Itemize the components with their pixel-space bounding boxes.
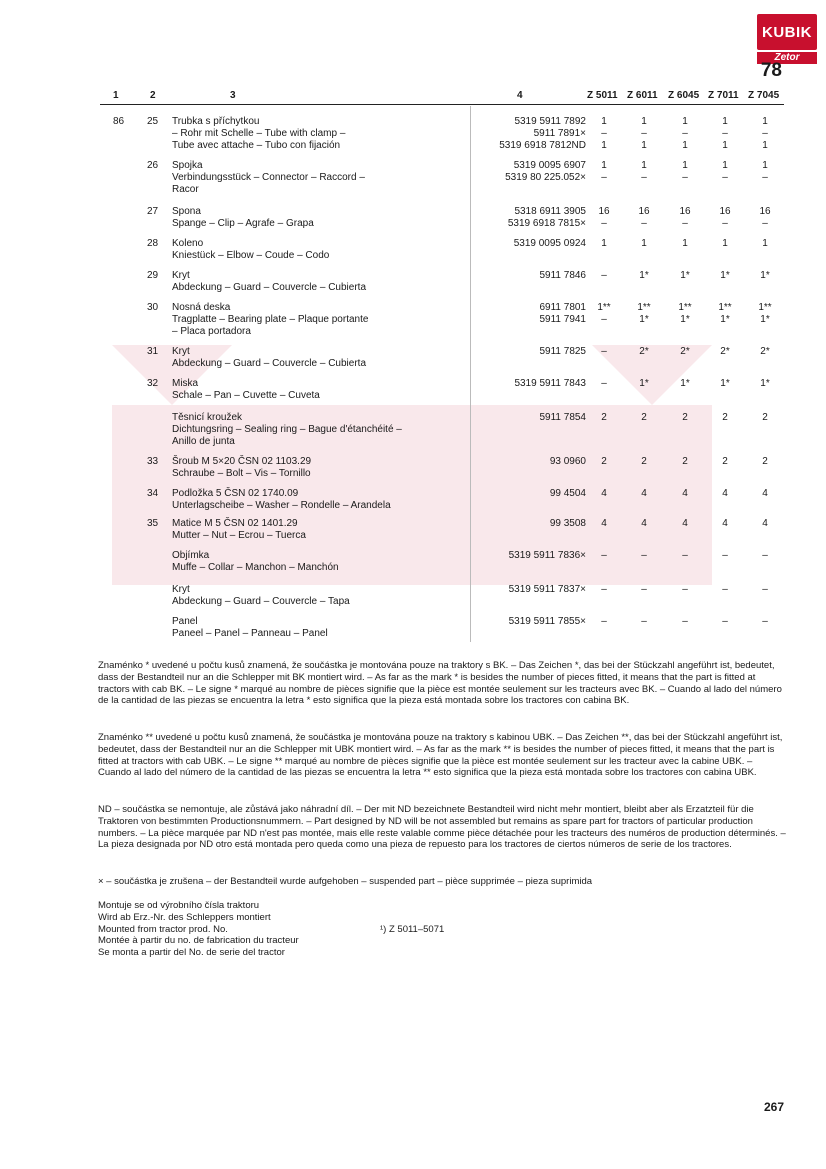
part-number: 99 3508: [549, 518, 586, 529]
row-position: 34: [147, 488, 159, 499]
quantity-cell: 4: [722, 488, 728, 499]
row-part-numbers: [480, 616, 586, 628]
quantity-cell: 2*: [720, 346, 730, 357]
row-description: [172, 616, 472, 640]
quantity-cell: 1: [601, 238, 607, 249]
quantity-cell: 1: [601, 160, 607, 171]
quantity-cell: 4: [601, 488, 607, 499]
note-suppressed: × – součástka je zrušena – der Bestandteil wurde aufgehoben – suspended part – pièce supprimée – pieza suprimida: [98, 876, 593, 887]
row-part-numbers: [480, 116, 586, 152]
quantity-cell: 2: [682, 456, 688, 467]
row-position: 30: [147, 302, 159, 313]
quantity-cell: –: [641, 584, 647, 595]
quantity-cell: 2: [682, 412, 688, 423]
quantity-cell: –: [722, 128, 728, 139]
part-number: 5911 7854: [539, 412, 586, 423]
row-part-numbers: [480, 550, 586, 562]
quantity-cell: 4: [641, 518, 647, 529]
row-position: 31: [147, 346, 159, 357]
col-header-3: 3: [230, 90, 236, 101]
quantity-cell: –: [682, 616, 688, 627]
quantity-cell: –: [762, 128, 768, 139]
quantity-cell: –: [722, 616, 728, 627]
row-part-numbers: [480, 518, 586, 530]
quantity-cell: –: [762, 584, 768, 595]
description-line: Abdeckung – Guard – Couvercle – Tapa: [172, 596, 350, 607]
row-part-numbers: [480, 238, 586, 250]
row-description: [172, 584, 472, 608]
quantity-cell: –: [762, 172, 768, 183]
description-line: Anillo de junta: [172, 436, 235, 447]
quantity-cell: 1*: [760, 270, 770, 281]
quantity-cell: 1: [601, 116, 607, 127]
quantity-cell: –: [682, 218, 688, 229]
quantity-cell: –: [601, 584, 607, 595]
quantity-cell: 1: [722, 116, 728, 127]
quantity-cell: 16: [679, 206, 691, 217]
quantity-cell: 1*: [760, 378, 770, 389]
row-description: [172, 488, 472, 512]
quantity-cell: 1: [641, 160, 647, 171]
quantity-cell: 1**: [597, 302, 611, 313]
quantity-cell: –: [682, 128, 688, 139]
row-description: [172, 412, 472, 448]
description-line: Trubka s příchytkou: [172, 116, 260, 127]
description-line: Schale – Pan – Cuvette – Cuveta: [172, 390, 320, 401]
quantity-cell: 1*: [720, 270, 730, 281]
quantity-cell: 2: [641, 456, 647, 467]
row-description: [172, 238, 472, 262]
row-position: 33: [147, 456, 159, 467]
part-number: 99 4504: [549, 488, 586, 499]
description-line: Těsnicí kroužek: [172, 412, 243, 423]
part-number: 5911 7846: [539, 270, 586, 281]
quantity-cell: 16: [598, 206, 610, 217]
quantity-cell: 1: [641, 238, 647, 249]
description-line: Tragplatte – Bearing plate – Plaque portante: [172, 314, 369, 325]
quantity-cell: –: [601, 346, 607, 357]
part-number: 5319 0095 0924: [513, 238, 586, 249]
col-header-4: 4: [517, 90, 523, 101]
description-line: Objímka: [172, 550, 210, 561]
quantity-cell: –: [762, 550, 768, 561]
quantity-cell: 1: [682, 238, 688, 249]
quantity-cell: 2: [762, 456, 768, 467]
description-line: Spojka: [172, 160, 203, 171]
quantity-cell: 1: [682, 160, 688, 171]
quantity-cell: 2*: [639, 346, 649, 357]
description-line: Mutter – Nut – Ecrou – Tuerca: [172, 530, 306, 541]
quantity-cell: 4: [762, 518, 768, 529]
description-line: Spona: [172, 206, 201, 217]
quantity-cell: –: [601, 378, 607, 389]
quantity-cell: 1*: [639, 270, 649, 281]
part-number: 5318 6911 3905: [514, 206, 586, 217]
quantity-cell: 4: [682, 488, 688, 499]
row-part-numbers: [480, 378, 586, 390]
row-position: 32: [147, 378, 159, 389]
quantity-cell: –: [641, 218, 647, 229]
part-number: 5319 80 225.052×: [505, 172, 586, 183]
quantity-cell: 1: [762, 160, 768, 171]
note-mounted: Montuje se od výrobního čísla traktoru Wird ab Erz.-Nr. des Schleppers montiert Mounted from tractor prod. No. Montée à partir du no. de fabrication du tracteur Se monta a partir del No. de serie del tractor: [98, 900, 299, 959]
description-line: Koleno: [172, 238, 204, 249]
quantity-cell: –: [601, 314, 607, 325]
description-line: Paneel – Panel – Panneau – Panel: [172, 628, 328, 639]
description-line: Muffe – Collar – Manchon – Manchón: [172, 562, 339, 573]
quantity-cell: –: [722, 550, 728, 561]
description-line: Miska: [172, 378, 199, 389]
part-number: 5319 5911 7855×: [508, 616, 586, 627]
quantity-cell: 16: [759, 206, 771, 217]
row-description: [172, 116, 472, 152]
part-number: 5319 6918 7812ND: [499, 140, 586, 151]
quantity-cell: 1: [601, 140, 607, 151]
section-number: 78: [760, 60, 782, 81]
row-part-numbers: [480, 584, 586, 596]
description-line: Kryt: [172, 270, 190, 281]
quantity-cell: 1: [682, 140, 688, 151]
quantity-cell: –: [641, 550, 647, 561]
description-line: Tube avec attache – Tubo con fijación: [172, 140, 341, 151]
quantity-cell: –: [762, 616, 768, 627]
col-header-z5011: Z 5011: [587, 90, 618, 101]
description-line: Kryt: [172, 346, 190, 357]
quantity-cell: –: [601, 616, 607, 627]
quantity-cell: 16: [638, 206, 650, 217]
quantity-cell: 1: [641, 116, 647, 127]
quantity-cell: 1: [722, 160, 728, 171]
description-line: – Placa portadora: [172, 326, 251, 337]
part-number: 5319 0095 6907: [513, 160, 586, 171]
part-number: 5911 7941: [539, 314, 586, 325]
quantity-cell: 1**: [637, 302, 651, 313]
description-line: – Rohr mit Schelle – Tube with clamp –: [172, 128, 346, 139]
row-part-numbers: [480, 412, 586, 424]
row-part-numbers: [480, 456, 586, 468]
quantity-cell: –: [682, 584, 688, 595]
logo-sub-text: Zetor: [757, 52, 817, 64]
quantity-cell: 4: [722, 518, 728, 529]
description-line: Matice M 5 ČSN 02 1401.29: [172, 518, 298, 529]
quantity-cell: –: [601, 218, 607, 229]
part-number: 5911 7825: [539, 346, 586, 357]
quantity-cell: 2*: [760, 346, 770, 357]
quantity-cell: 1**: [758, 302, 772, 313]
description-line: Unterlagscheibe – Washer – Rondelle – Arandela: [172, 500, 391, 511]
note-doublestar: Znaménko ** uvedené u počtu kusů znamená, že součástka je montována pouze na traktory s kabinou UBK. – Das Zeichen **, das bei der Stückzahl angeführt ist, bedeutet, dass der Bestandteil nur an die Schlepper mit UBK montiert wird. – As far as the mark ** is besides the number of pieces fitted, it means that the part is fitted at tractors with cab UBK. – Le signe ** marqué au nombre de pièces signifie que la pièce est montée seulement sur les tracteur avec la cabine UBK. – Cuando al lado del número de la cantidad de las piezas se encuentra la letra ** esto significa que la pieza está montada sobre los tractores con cabina UBK.: [98, 732, 783, 779]
quantity-cell: 4: [762, 488, 768, 499]
row-part-numbers: [480, 488, 586, 500]
quantity-cell: 16: [719, 206, 731, 217]
quantity-cell: 2: [601, 412, 607, 423]
quantity-cell: 1*: [720, 378, 730, 389]
brand-logo: [757, 14, 817, 64]
part-number: 93 0960: [549, 456, 586, 467]
row-position: 26: [147, 160, 159, 171]
row-position: 35: [147, 518, 159, 529]
row-part-numbers: [480, 346, 586, 358]
description-line: Abdeckung – Guard – Couvercle – Cubierta: [172, 282, 367, 293]
col-header-z7011: Z 7011: [708, 90, 739, 101]
description-line: Nosná deska: [172, 302, 231, 313]
description-line: Abdeckung – Guard – Couvercle – Cubierta: [172, 358, 367, 369]
row-description: [172, 378, 472, 402]
quantity-cell: 1: [762, 140, 768, 151]
part-number: 5319 6918 7815×: [507, 218, 586, 229]
part-number: 5911 7891×: [533, 128, 586, 139]
quantity-cell: 1: [722, 238, 728, 249]
quantity-cell: 1*: [639, 314, 649, 325]
row-description: [172, 456, 472, 480]
quantity-cell: 2: [762, 412, 768, 423]
description-line: Racor: [172, 184, 199, 195]
row-description: [172, 518, 472, 542]
quantity-cell: 2: [641, 412, 647, 423]
quantity-cell: –: [601, 128, 607, 139]
col-header-2: 2: [150, 90, 156, 101]
row-part-numbers: [480, 270, 586, 282]
row-part-numbers: [480, 302, 586, 326]
quantity-cell: –: [682, 550, 688, 561]
part-number: 5319 5911 7892: [514, 116, 586, 127]
part-number: 6911 7801: [539, 302, 586, 313]
quantity-cell: –: [601, 172, 607, 183]
quantity-cell: 1*: [680, 270, 690, 281]
quantity-cell: 2*: [680, 346, 690, 357]
note-nd: ND – součástka se nemontuje, ale zůstává jako náhradní díl. – Der mit ND bezeichnete Bestandteil wird nicht mehr montiert, bleibt aber als Erzatzteil für die Traktoren von bestimmten Productionsnummern. – Part designed by ND will be not assembled but remains as spare part for tractors of particular production numbers. – La pièce marquée par ND n'est pas montée, mais elle reste valable comme pièce détachée pour les tracteurs des numéros de production déterminés. – La pieza designada por ND otro está montada pero queda como una pieza de repuesto para los tractores de ciertos números de serie de los tractores.: [98, 804, 786, 851]
col-header-z6045: Z 6045: [668, 90, 700, 101]
row-position: 25: [147, 116, 159, 127]
col-header-z7045: Z 7045: [748, 90, 780, 101]
col-header-1: 1: [113, 90, 119, 101]
part-number: 5319 5911 7836×: [508, 550, 586, 561]
quantity-cell: 1*: [680, 378, 690, 389]
description-line: Dichtungsring – Sealing ring – Bague d'étanchéité –: [172, 424, 402, 435]
row-position: 29: [147, 270, 159, 281]
row-description: [172, 346, 472, 370]
row-col1: 86: [113, 116, 125, 127]
quantity-cell: –: [601, 270, 607, 281]
quantity-cell: 1: [722, 140, 728, 151]
quantity-cell: –: [762, 218, 768, 229]
header-rule: [100, 104, 784, 105]
logo-brand-text: KUBIK: [757, 14, 817, 50]
quantity-cell: 2: [722, 412, 728, 423]
row-position: 27: [147, 206, 159, 217]
quantity-cell: 2: [722, 456, 728, 467]
quantity-cell: 1**: [718, 302, 732, 313]
part-number: 5319 5911 7843: [514, 378, 586, 389]
part-number: 5319 5911 7837×: [508, 584, 586, 595]
row-description: [172, 270, 472, 294]
description-line: Šroub M 5×20 ČSN 02 1103.29: [172, 456, 312, 467]
quantity-cell: –: [722, 218, 728, 229]
quantity-cell: –: [722, 584, 728, 595]
quantity-cell: 1**: [678, 302, 692, 313]
quantity-cell: 1*: [680, 314, 690, 325]
quantity-cell: 4: [641, 488, 647, 499]
quantity-cell: –: [722, 172, 728, 183]
description-line: Kniestück – Elbow – Coude – Codo: [172, 250, 330, 261]
description-line: Panel: [172, 616, 198, 627]
quantity-cell: 1*: [639, 378, 649, 389]
col-header-z6011: Z 6011: [627, 90, 658, 101]
row-description: [172, 550, 472, 574]
quantity-cell: –: [641, 616, 647, 627]
row-description: [172, 302, 472, 338]
row-description: [172, 160, 472, 196]
quantity-cell: –: [682, 172, 688, 183]
note-star: Znaménko * uvedené u počtu kusů znamená, že součástka je montována pouze na traktory s BK. – Das Zeichen *, das bei der Stückzahl angeführt ist, bedeutet, dass der Bestandteil nur an die Schlepper mit BK montiert wird. – As far as the mark * is besides the number of pieces fitted, it means that the part is fitted at tractors with cab BK. – Le signe * marqué au nombre de pièces signifie que la pièce est montée seulement sur les tracteurs avec BK. – Cuando al lado del número de la cantidad de las piezas se encuentra la letra * esto significa que la pieza está montada sobre los tractores con cabina BK.: [98, 660, 782, 707]
quantity-cell: 4: [601, 518, 607, 529]
quantity-cell: 1: [762, 238, 768, 249]
page-number: 267: [763, 1100, 784, 1114]
quantity-cell: 1*: [720, 314, 730, 325]
description-line: Verbindungsstück – Connector – Raccord –: [172, 172, 365, 183]
quantity-cell: 1*: [760, 314, 770, 325]
row-description: [172, 206, 472, 230]
quantity-cell: 1: [641, 140, 647, 151]
row-position: 28: [147, 238, 159, 249]
description-line: Schraube – Bolt – Vis – Tornillo: [172, 468, 311, 479]
row-part-numbers: [480, 160, 586, 184]
footnote-serial: ¹) Z 5011–5071: [380, 924, 445, 935]
row-part-numbers: [480, 206, 586, 230]
description-line: Kryt: [172, 584, 190, 595]
description-line: Spange – Clip – Agrafe – Grapa: [172, 218, 314, 229]
quantity-cell: 1: [762, 116, 768, 127]
quantity-cell: –: [641, 128, 647, 139]
quantity-cell: –: [641, 172, 647, 183]
quantity-cell: 4: [682, 518, 688, 529]
description-line: Podložka 5 ČSN 02 1740.09: [172, 488, 299, 499]
quantity-cell: –: [601, 550, 607, 561]
quantity-cell: 1: [682, 116, 688, 127]
quantity-cell: 2: [601, 456, 607, 467]
